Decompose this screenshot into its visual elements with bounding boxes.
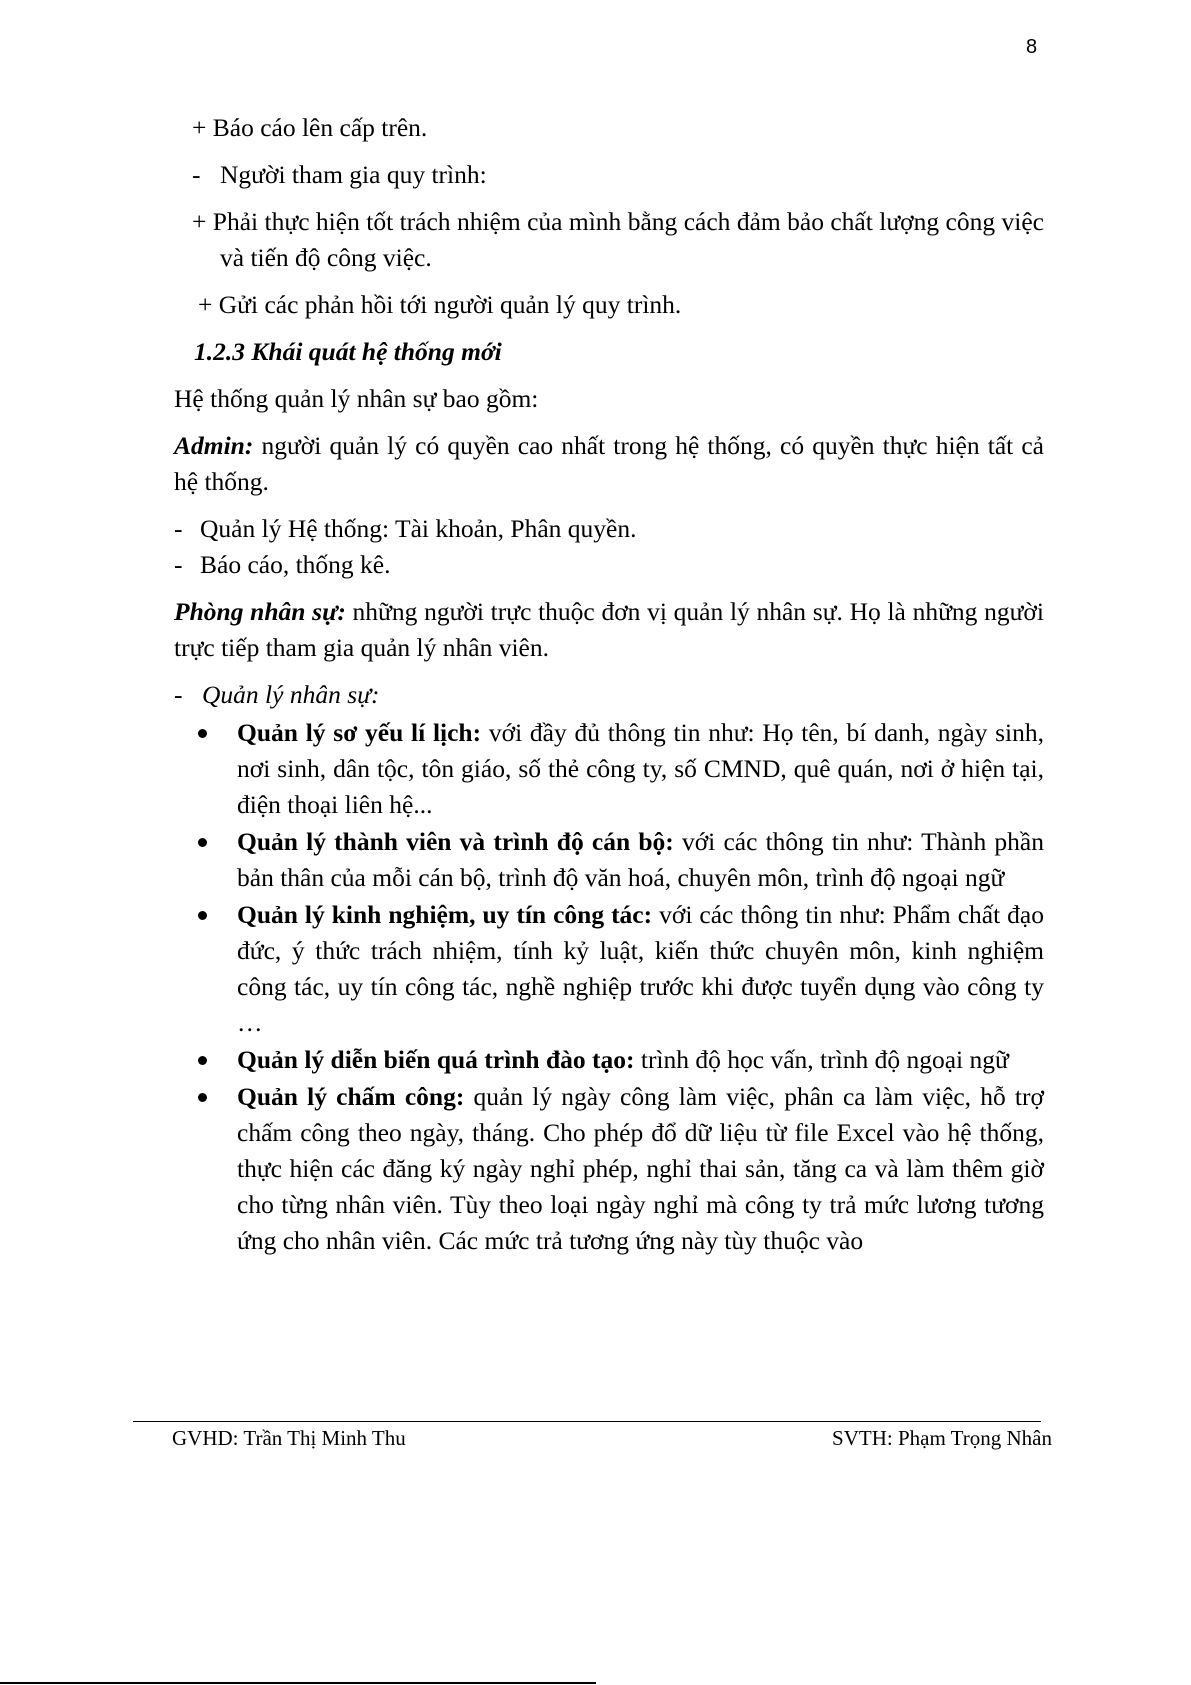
list-item-text: quản lý ngày công làm việc, phân ca làm việc, hỗ trợ chấm công theo ngày, tháng. Cho phép đổ dữ liệu từ file Excel vào hệ thống, thực hiện các đăng ký ngày nghỉ phép, nghỉ thai sản, tăng ca và làm thêm giờ cho từng nhân viên. Tùy theo loại ngày nghỉ mà công ty trả mức lương tương ứng cho nhân viên. Các mức trả tương ứng này tùy thuộc vào: [237, 1082, 1044, 1255]
list-item: [192, 824, 1044, 896]
bullet-icon: [198, 911, 207, 920]
list-item-label: Quản lý kinh nghiệm, uy tín công tác:: [237, 900, 653, 929]
paragraph-system-intro: Hệ thống quản lý nhân sự bao gồm:: [174, 384, 539, 413]
bullet-icon: [198, 729, 207, 738]
admin-item-text: Quản lý Hệ thống: Tài khoản, Phân quyền.: [200, 514, 637, 543]
dash-marker: -: [174, 550, 183, 579]
paragraph-hr: [174, 594, 1044, 666]
bullet-icon: [198, 1056, 207, 1065]
paragraph-admin: [174, 428, 1044, 500]
list-item-label: Quản lý diễn biến quá trình đào tạo:: [237, 1045, 635, 1074]
footer-student: SVTH: Phạm Trọng Nhân: [832, 1426, 1052, 1450]
footer-advisor: GVHD: Trần Thị Minh Thu: [172, 1426, 406, 1450]
list-item: [192, 897, 1044, 1041]
list-item-label: Quản lý thành viên và trình độ cán bộ:: [237, 827, 674, 856]
paragraph-feedback: + Gửi các phản hồi tới người quản lý quy trình.: [198, 290, 682, 319]
paragraph-participants: [176, 157, 1044, 193]
bullet-icon: [198, 838, 207, 847]
admin-label: Admin:: [174, 431, 254, 460]
hr-subheading-text: Quản lý nhân sự:: [202, 680, 380, 709]
list-item-text: trình độ học vấn, trình độ ngoại ngữ: [634, 1045, 1009, 1074]
hr-label: Phòng nhân sự:: [174, 597, 346, 626]
hr-text: những người trực thuộc đơn vị quản lý nhân sự. Họ là những người trực tiếp tham gia quản lý nhân viên.: [174, 597, 1044, 662]
page-bottom-divider: [0, 1682, 596, 1684]
document-body: [176, 110, 1044, 1260]
admin-text: người quản lý có quyền cao nhất trong hệ thống, có quyền thực hiện tất cả hệ thống.: [174, 431, 1044, 496]
paragraph-report: + Báo cáo lên cấp trên.: [192, 113, 428, 142]
list-item-text: với các thông tin như: Thành phần bản thân của mỗi cán bộ, trình độ văn hoá, chuyên môn, trình độ ngoại ngữ: [237, 827, 1044, 892]
admin-item: [174, 511, 1044, 547]
section-heading: 1.2.3 Khái quát hệ thống mới: [194, 337, 502, 366]
page-number: 8: [1026, 36, 1038, 58]
bullet-icon: [198, 1093, 207, 1102]
participants-text: Người tham gia quy trình:: [220, 160, 487, 189]
dash-marker: -: [174, 680, 183, 709]
dash-marker: -: [174, 514, 183, 543]
list-item-text: với các thông tin như: Phẩm chất đạo đức, ý thức trách nhiệm, tính kỷ luật, kiến thức chuyên môn, kinh nghiệm công tác, uy tín công tác, nghề nghiệp trước khi được tuyển dụng vào công ty …: [237, 900, 1044, 1037]
dash-marker: -: [192, 160, 201, 189]
list-item: [192, 715, 1044, 823]
list-item-label: Quản lý chấm công:: [237, 1082, 465, 1111]
list-item-text: với đầy đủ thông tin như: Họ tên, bí danh, ngày sinh, nơi sinh, dân tộc, tôn giáo, số thẻ công ty, số CMND, quê quán, nơi ở hiện tại, điện thoại liên hệ...: [237, 718, 1044, 819]
admin-item: [174, 547, 1044, 583]
hr-feature-list: [176, 715, 1044, 1259]
paragraph-responsibility: + Phải thực hiện tốt trách nhiệm của mình bằng cách đảm bảo chất lượng công việc và tiến độ công việc.: [192, 207, 1044, 272]
list-item-label: Quản lý sơ yếu lí lịch:: [237, 718, 482, 747]
admin-item-text: Báo cáo, thống kê.: [200, 550, 391, 579]
list-item: [192, 1042, 1044, 1078]
hr-subheading: [174, 677, 1044, 713]
list-item: [192, 1079, 1044, 1259]
